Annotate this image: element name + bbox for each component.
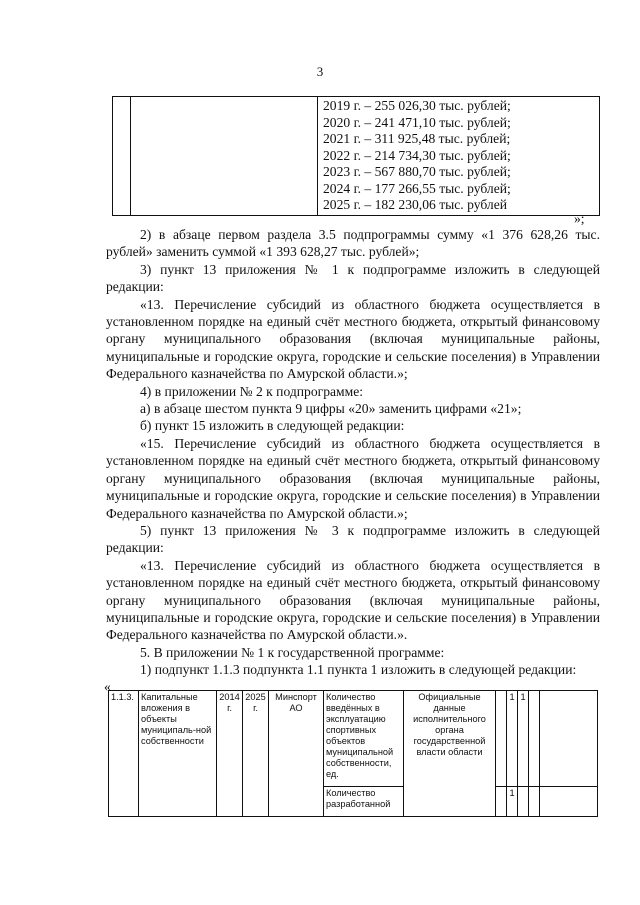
funding-line: 2021 г. – 311 925,48 тыс. рублей; [323,131,511,146]
data-source: Официальные данные исполнительного органа государственной власти области [404,691,496,817]
measure-number: 1.1.3. [109,691,139,817]
value-cell: 1 [507,787,518,817]
quoted-paragraph: «13. Перечисление субсидий из областного бюджета осуществляется в установленном порядке на единый счёт местного бюджета, открытый финансовому органу муниципального образования (включая муниципальные районы, муниципальные и городские округа, городские и сельские поселения) в Управлении Федерального казначейства по Амурской области.»; [106,296,600,382]
paragraph: 2) в абзаце первом раздела 3.5 подпрограммы сумму «1 376 628,26 тыс. рублей» заменить суммой «1 393 628,27 тыс. рублей»; [106,227,600,260]
quoted-paragraph: «15. Перечисление субсидий из областного бюджета осуществляется в установленном порядке на единый счёт местного бюджета, открытый финансовому органу муниципального образования (включая муниципальные районы, муниципальные и городские округа, городские и сельские поселения) в Управлении Федерального казначейства по Амурской области.»; [106,435,600,521]
quoted-paragraph: «13. Перечисление субсидий из областного бюджета осуществляется в установленном порядке на единый счёт местного бюджета, открытый финансовому органу муниципального образования (включая муниципальные районы, муниципальные и городские округа, городские и сельские поселения) в Управлении Федерального казначейства по Амурской области.». [106,557,600,643]
funding-line: 2023 г. – 567 880,70 тыс. рублей; [323,164,511,179]
funding-line: 2020 г. – 241 471,10 тыс. рублей; [323,114,511,130]
end-year: 2025 г. [243,691,269,817]
program-measures-table [108,690,598,817]
opening-quote: « [104,679,111,694]
paragraph: 1) подпункт 1.1.3 подпункта 1.1 пункта 1 изложить в следующей редакции: [140,662,577,678]
paragraph: а) в абзаце шестом пункта 9 цифры «20» заменить цифрами «21»; [140,401,522,417]
value-cell [540,787,598,817]
value-cell [496,691,507,787]
value-cell: 1 [507,691,518,787]
paragraph: 4) в приложении № 2 к подпрограмме: [140,383,364,399]
value-cell [529,787,540,817]
indicator-name: Количество введённых в эксплуатацию спортивных объектов муниципальной собственности, ед. [324,691,404,787]
start-year: 2014 г. [217,691,243,817]
paragraph: б) пункт 15 изложить в следующей редакции: [140,418,405,434]
funding-line: 2019 г. – 255 026,30 тыс. рублей; [323,98,511,113]
measure-name: Капитальные вложения в объекты муниципаль-ной собственности [139,691,217,817]
value-cell: 1 [518,691,529,787]
paragraph: 5. В приложении № 1 к государственной программе: [140,644,445,660]
table-cell-empty [130,97,318,215]
funding-line: 2024 г. – 177 266,55 тыс. рублей; [323,180,511,196]
closing-quote: »; [574,211,585,226]
funding-by-year-cell [317,97,599,215]
page-number: 3 [316,64,324,79]
document-body [106,226,600,679]
value-cell [518,787,529,817]
table-cell-empty [113,97,131,215]
funding-line: 2025 г. – 182 230,06 тыс. рублей [323,197,507,212]
executor: Минспорт АО [269,691,324,817]
funding-line: 2022 г. – 214 734,30 тыс. рублей; [323,147,511,163]
paragraph: 5) пункт 13 приложения № 3 к подпрограмме изложить в следующей редакции: [106,522,600,556]
value-cell [529,691,540,787]
value-cell [496,787,507,817]
indicator-name: Количество разработанной [324,787,404,817]
summary-table-fragment [112,96,600,216]
paragraph: 3) пункт 13 приложения № 1 к подпрограмме изложить в следующей редакции: [106,261,600,295]
value-cell [540,691,598,787]
